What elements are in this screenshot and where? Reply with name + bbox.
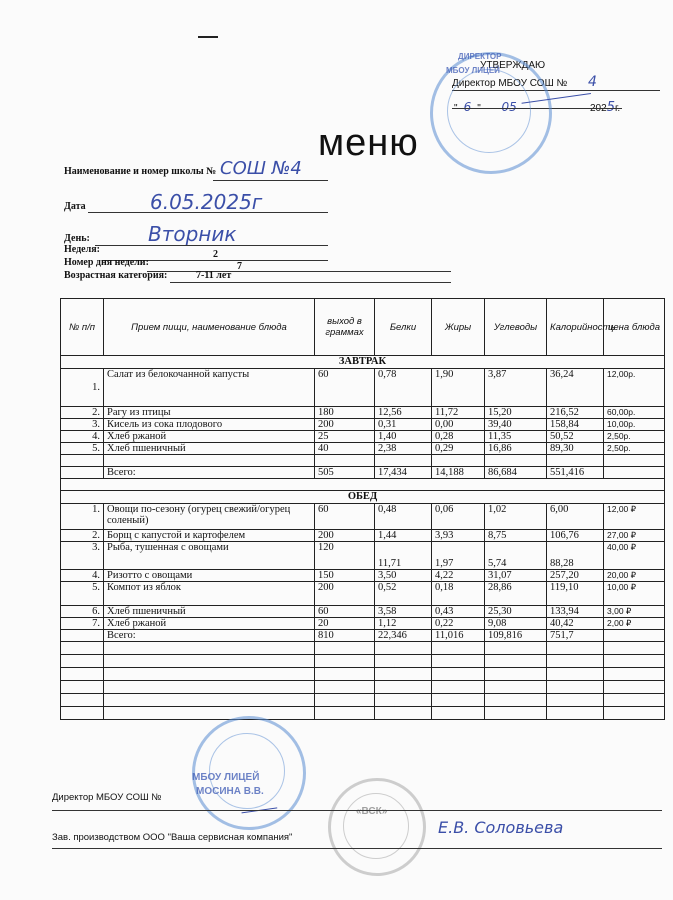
table-row-empty <box>61 455 665 467</box>
top-dash <box>198 36 218 38</box>
manager-signature: Е.В. Соловьева <box>438 818 564 837</box>
table-row-empty <box>61 707 665 720</box>
age-value: 7-11 лет <box>196 270 232 281</box>
table-row-empty <box>61 479 665 491</box>
header-price: цена блюда <box>604 299 665 356</box>
stamp-bottom-line2: МБОУ ЛИЦЕЙ <box>192 772 260 783</box>
age-label: Возрастная категория: <box>64 270 168 281</box>
footer-manager-line <box>52 848 662 849</box>
approve-year: 2025г. <box>590 100 621 115</box>
table-row-empty <box>61 655 665 668</box>
weekday-num-underline <box>147 271 451 272</box>
table-row-empty <box>61 694 665 707</box>
school-underline <box>213 180 328 181</box>
header-output: выход в граммах <box>315 299 375 356</box>
approve-title: УТВЕРЖДАЮ <box>480 60 546 71</box>
approve-date: " 6 " 05 <box>454 100 517 114</box>
stamp-top-text: ДИРЕКТОР <box>458 52 502 61</box>
table-row-total: Всего: 505 17,434 14,188 86,684 551,416 <box>61 467 665 479</box>
table-row: 3. Рыба, тушенная с овощами 120 11,71 1,97 5,74 88,28 40,00 ₽ <box>61 542 665 570</box>
day-value: Вторник <box>148 222 237 246</box>
stamp-top-text-2: МБОУ ЛИЦЕЙ <box>446 66 500 75</box>
page-title: меню <box>318 122 419 164</box>
table-row: 1. Овощи по-сезону (огурец свежий/огурец соленый) 60 0,48 0,06 1,02 6,00 12,00 ₽ <box>61 504 665 530</box>
approve-director: Директор МБОУ СОШ № 4 <box>452 74 597 90</box>
weekday-num-value: 7 <box>237 261 242 272</box>
header-num: № п/п <box>61 299 104 356</box>
table-row: 5. Хлеб пшеничный 40 2,38 0,29 16,86 89,30 2,50р. <box>61 443 665 455</box>
company-stamp <box>328 778 426 876</box>
table-row: 7. Хлеб ржаной 20 1,12 0,22 9,08 40,42 2,00 ₽ <box>61 618 665 630</box>
day-underline <box>95 245 328 246</box>
table-row: 4. Ризотто с овощами 150 3,50 4,22 31,07 257,20 20,00 ₽ <box>61 570 665 582</box>
table-row: 2. Рагу из птицы 180 12,56 11,72 15,20 216,52 60,00р. <box>61 407 665 419</box>
date-label: Дата <box>64 201 86 212</box>
footer-director-label: Директор МБОУ СОШ № <box>52 792 162 803</box>
table-row: 3. Кисель из сока плодового 200 0,31 0,00 39,40 158,84 10,00р. <box>61 419 665 431</box>
menu-table <box>60 298 665 720</box>
section-breakfast: ЗАВТРАК <box>61 356 665 369</box>
school-value: СОШ №4 <box>220 158 302 179</box>
day-label: День: <box>64 233 90 244</box>
table-row: 4. Хлеб ржаной 25 1,40 0,28 11,35 50,52 2,50р. <box>61 431 665 443</box>
header-dish: Прием пищи, наименование блюда <box>104 299 315 356</box>
date-underline <box>88 212 328 213</box>
table-row-empty <box>61 681 665 694</box>
header-carbs: Углеводы <box>485 299 547 356</box>
table-row-empty <box>61 668 665 681</box>
section-lunch: ОБЕД <box>61 491 665 504</box>
age-underline <box>170 282 451 283</box>
footer-manager-label: Зав. производством ООО "Ваша сервисная компания" <box>52 832 293 843</box>
table-row: 6. Хлеб пшеничный 60 3,58 0,43 25,30 133,94 3,00 ₽ <box>61 606 665 618</box>
header-calories: Калорийность <box>547 299 604 356</box>
week-value: 2 <box>213 249 218 260</box>
table-row-empty <box>61 642 665 655</box>
footer-director-line <box>52 810 662 811</box>
header-fat: Жиры <box>432 299 485 356</box>
school-label: Наименование и номер школы № <box>64 166 217 177</box>
table-header-row <box>61 299 665 356</box>
header-protein: Белки <box>375 299 432 356</box>
stamp-bottom-line3: МОСИНА В.В. <box>196 786 264 797</box>
company-stamp-text: «ВСК» <box>356 806 388 817</box>
table-row: 1. Салат из белокочанной капусты 60 0,78 1,90 3,87 36,24 12,00р. <box>61 369 665 407</box>
table-row: 5. Компот из яблок 200 0,52 0,18 28,86 119,10 10,00 ₽ <box>61 582 665 606</box>
table-row-total: Всего: 810 22,346 11,016 109,816 751,7 <box>61 630 665 642</box>
weekday-num-label: Номер дня недели: <box>64 257 149 268</box>
date-value: 6.05.2025г <box>150 190 263 214</box>
table-row: 2. Борщ с капустой и картофелем 200 1,44 3,93 8,75 106,76 27,00 ₽ <box>61 530 665 542</box>
week-label: Неделя: <box>64 244 100 255</box>
